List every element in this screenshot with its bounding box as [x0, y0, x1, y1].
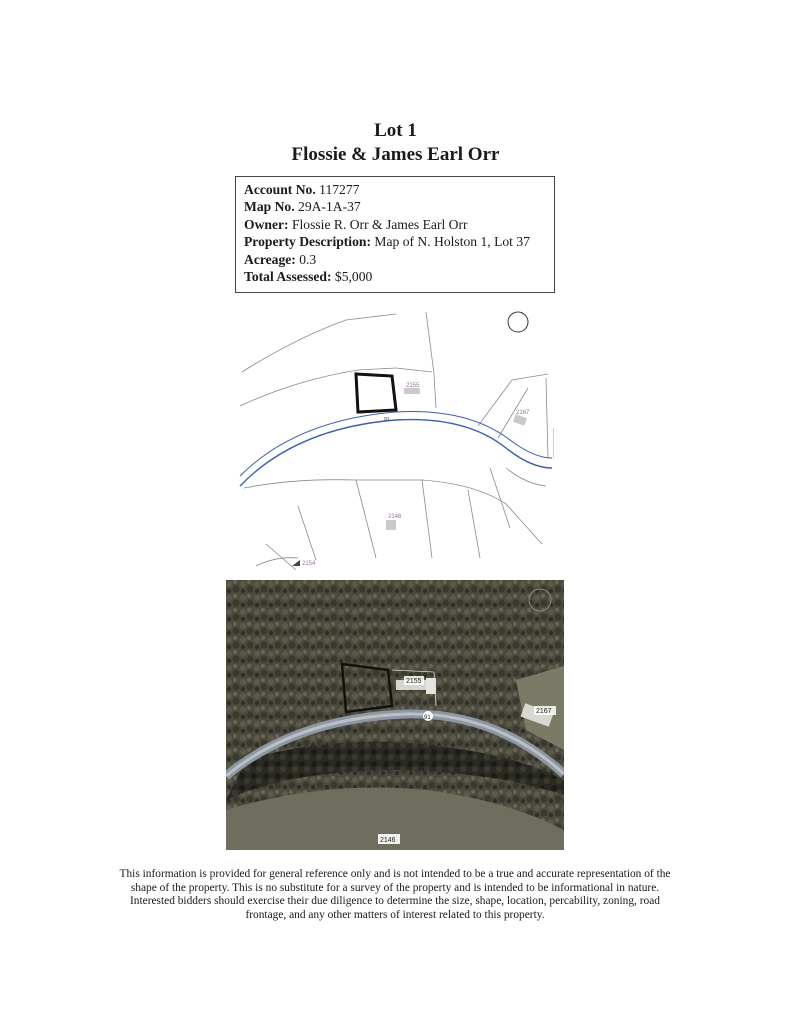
- map-value: 29A-1A-37: [298, 199, 361, 215]
- account-label: Account No.: [244, 182, 316, 197]
- aerial-road-label: 91: [424, 715, 431, 721]
- parcel-map: [236, 308, 554, 570]
- acreage-label: Acreage:: [244, 251, 296, 267]
- aerial-label-2155: 2155: [406, 678, 422, 685]
- owner-row: [244, 216, 546, 233]
- assessed-row: [244, 268, 546, 285]
- disclaimer-text: This information is provided for general reference only and is not intended to be a true and accurate representation of the shape of the property. This is no substitute for a survey of the property and is intended to be informational in nature. Interested bidders should exercise their due diligence to determine the size, shape, location, percability, zoning, road frontage, and any other matters of interest related to this property.: [119, 868, 671, 921]
- aerial-photo: [226, 580, 564, 850]
- description-row: [244, 233, 546, 250]
- parcel-label-2155: 2155: [406, 383, 420, 389]
- aerial-label-2146: 2146: [380, 837, 396, 844]
- map-row: [244, 198, 546, 215]
- owner-value: Flossie R. Orr & James Earl Orr: [291, 216, 468, 232]
- owners-title: Flossie & James Earl Orr: [291, 144, 500, 165]
- parcel-label-2146: 2146: [388, 514, 402, 520]
- description-label: Property Description:: [244, 234, 371, 250]
- assessed-label: Total Assessed:: [244, 269, 332, 285]
- road-label: 91: [384, 417, 390, 423]
- parcel-label-2154: 2154: [302, 561, 316, 567]
- acreage-row: [244, 251, 546, 268]
- property-info-box: [235, 176, 555, 293]
- highlighted-lot: [356, 374, 396, 412]
- compass-icon: [508, 312, 528, 332]
- account-value: 117277: [319, 182, 360, 197]
- acreage-value: 0.3: [299, 251, 317, 267]
- owner-label: Owner:: [244, 216, 289, 232]
- assessed-value: $5,000: [334, 269, 373, 285]
- parcel-label-2167: 2167: [516, 410, 530, 416]
- description-value: Map of N. Holston 1, Lot 37: [374, 234, 530, 250]
- aerial-label-2167: 2167: [536, 708, 552, 715]
- lot-title: Lot 1: [374, 120, 417, 141]
- account-row: [244, 181, 546, 198]
- map-label: Map No.: [244, 199, 295, 215]
